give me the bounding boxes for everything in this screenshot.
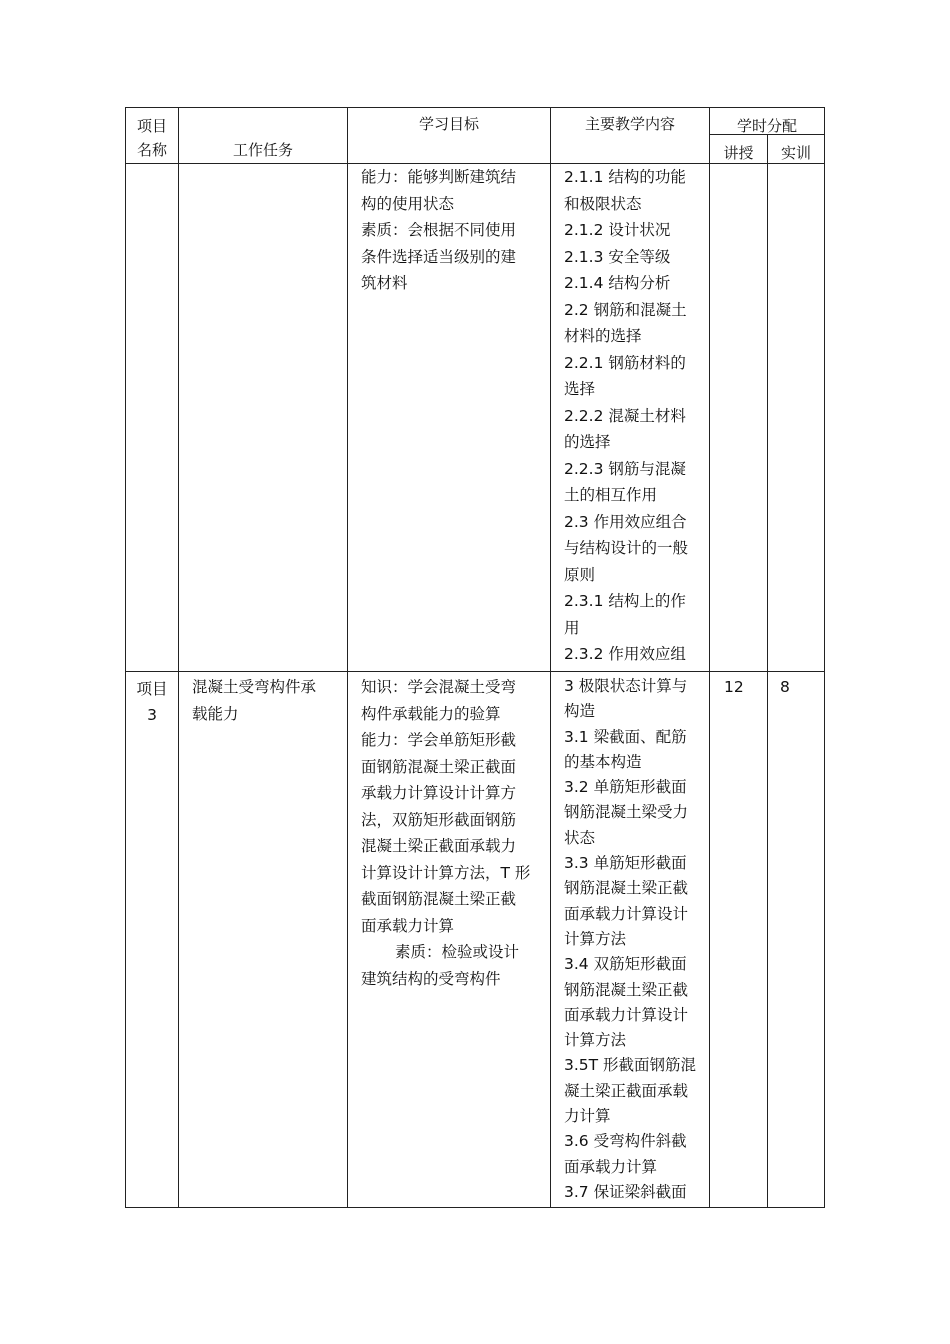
content-line: 状态 (564, 828, 596, 847)
goal-line: 建筑结构的受弯构件 (361, 969, 501, 988)
content-line: 3.7 保证梁斜截面 (564, 1182, 687, 1201)
content-line: 面承载力计算设计 (564, 1005, 689, 1024)
col-divider-3 (550, 107, 551, 1208)
content-line: 计算方法 (564, 1031, 627, 1050)
goal-line: 构件承载能力的验算 (361, 704, 501, 723)
goal-line: 能力：学会单筋矩形截 (361, 731, 517, 749)
table-border-left (125, 107, 126, 1208)
p3-practice-hours: 8 (780, 678, 790, 696)
goal-line: 混凝土梁正截面承载力 (361, 837, 517, 855)
p3-content-cell (564, 674, 708, 1206)
content-line: 3.2 单筋矩形截面 (564, 778, 687, 797)
content-line: 2.3.2 作用效应组 (564, 645, 686, 663)
col-divider-1 (178, 107, 179, 1208)
content-line: 计算方法 (564, 929, 627, 948)
header-project-line1: 项目 (136, 117, 167, 135)
goal-line: 构的使用状态 (361, 194, 455, 213)
header-lecture: 讲授 (723, 144, 754, 162)
content-line: 的基本构造 (564, 752, 642, 771)
row-divider (125, 671, 825, 672)
content-line: 钢筋混凝土梁正截 (564, 879, 689, 898)
content-line: 土的相互作用 (564, 486, 658, 504)
content-line: 2.1.4 结构分析 (564, 274, 671, 292)
goal-line: 计算设计计算方法，T 形 (361, 863, 531, 882)
content-line: 的选择 (564, 433, 611, 451)
header-practice: 实训 (780, 144, 811, 162)
header-main-content: 主要教学内容 (584, 115, 675, 133)
content-line: 材料的选择 (564, 327, 642, 345)
goal-line: 能力：能够判断建筑结 (361, 168, 517, 186)
content-line: 3 极限状态计算与 (564, 677, 688, 695)
content-line: 2.3.1 结构上的作 (564, 592, 686, 610)
header-project-name (126, 114, 178, 162)
header-learning-goal: 学习目标 (418, 115, 479, 133)
course-table (125, 107, 825, 1208)
header-hours: 学时分配 (736, 117, 797, 135)
content-line: 2.1.1 结构的功能 (564, 168, 686, 186)
content-line: 凝土梁正截面承载 (564, 1081, 689, 1100)
content-line: 与结构设计的一般 (564, 539, 689, 557)
header-project-line2: 名称 (136, 141, 167, 159)
goal-line: 知识：学会混凝土受弯 (361, 678, 517, 696)
content-line: 3.1 梁截面、配筋 (564, 727, 687, 746)
content-line: 3.6 受弯构件斜截 (564, 1132, 687, 1151)
content-line: 3.3 单筋矩形截面 (564, 854, 687, 873)
content-line: 2.2.3 钢筋与混凝 (564, 459, 686, 478)
content-line: 2.2.2 混凝土材料 (564, 406, 686, 425)
p3-project-number: 3 (147, 706, 157, 724)
content-line: 构造 (564, 702, 596, 721)
goal-line: 筑材料 (361, 274, 408, 292)
col-divider-4 (709, 107, 710, 1208)
content-line: 面承载力计算设计 (564, 904, 689, 923)
col-divider-5 (767, 134, 768, 1208)
goal-line: 面钢筋混凝土梁正截面 (361, 757, 517, 776)
content-line: 原则 (564, 565, 596, 584)
goal-line-indented: 素质：检验或设计 (395, 943, 520, 961)
content-line: 钢筋混凝土梁受力 (564, 803, 689, 822)
content-line: 用 (564, 618, 580, 637)
goal-line: 承载力计算设计计算方 (361, 784, 517, 802)
cont-goal-cell (361, 164, 547, 670)
content-line: 2.3 作用效应组合 (564, 512, 687, 531)
col-divider-2 (347, 107, 348, 1208)
header-work-task: 工作任务 (232, 141, 293, 159)
content-line: 2.2.1 钢筋材料的 (564, 353, 686, 372)
goal-line: 条件选择适当级别的建 (361, 247, 517, 266)
table-border-bottom (125, 1207, 825, 1208)
content-line: 2.1.2 设计状况 (564, 221, 671, 239)
p3-project-label: 项目 (136, 680, 168, 698)
content-line: 力计算 (564, 1107, 611, 1126)
table-border-top (125, 107, 825, 108)
p3-project-cell (126, 676, 178, 728)
goal-line: 面承载力计算 (361, 916, 455, 935)
content-line: 钢筋混凝土梁正截 (564, 980, 689, 999)
goal-line: 素质：会根据不同使用 (361, 221, 517, 239)
goal-line: 法，双筋矩形截面钢筋 (361, 810, 517, 829)
p3-task-cell (192, 674, 346, 727)
p3-goal-cell (361, 674, 549, 992)
cont-content-cell (564, 164, 708, 670)
task-line: 载能力 (192, 704, 239, 723)
content-line: 2.2 钢筋和混凝土 (564, 300, 687, 319)
content-line: 面承载力计算 (564, 1157, 658, 1176)
goal-line: 截面钢筋混凝土梁正截 (361, 890, 517, 908)
table-border-right (824, 107, 825, 1208)
content-line: 选择 (564, 380, 596, 398)
p3-lecture-hours: 12 (724, 678, 744, 696)
content-line: 和极限状态 (564, 194, 642, 213)
content-line: 3.4 双筋矩形截面 (564, 955, 687, 974)
content-line: 2.1.3 安全等级 (564, 247, 671, 266)
content-line: 3.5T 形截面钢筋混 (564, 1056, 697, 1075)
task-line: 混凝土受弯构件承 (192, 678, 317, 696)
